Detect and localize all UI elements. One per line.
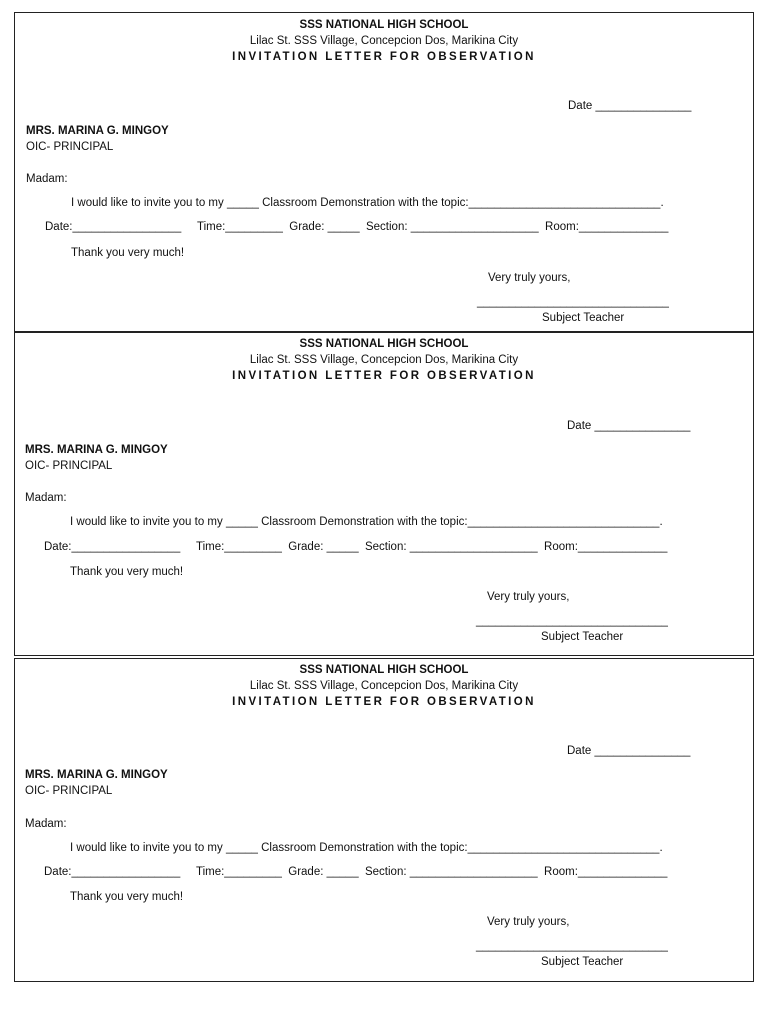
date-line: Date _______________ bbox=[568, 100, 692, 112]
thanks-line: Thank you very much! bbox=[71, 247, 185, 259]
signature-line: ______________________________ bbox=[477, 296, 669, 308]
recipient-title: OIC- PRINCIPAL bbox=[25, 785, 113, 797]
letter-title: INVITATION LETTER FOR OBSERVATION bbox=[232, 370, 536, 382]
invitation-letter-2 bbox=[14, 332, 754, 656]
signatory-label: Subject Teacher bbox=[542, 312, 625, 324]
school-name: SSS NATIONAL HIGH SCHOOL bbox=[299, 338, 469, 350]
salutation: Madam: bbox=[26, 173, 68, 185]
body-line: I would like to invite you to my _____ Classroom Demonstration with the topic:______________________________. bbox=[70, 842, 663, 854]
recipient-title: OIC- PRINCIPAL bbox=[25, 460, 113, 472]
closing-line: Very truly yours, bbox=[487, 916, 570, 928]
date-line: Date _______________ bbox=[567, 745, 691, 757]
school-address: Lilac St. SSS Village, Concepcion Dos, Marikina City bbox=[249, 354, 519, 366]
letter-title: INVITATION LETTER FOR OBSERVATION bbox=[232, 696, 536, 708]
signatory-label: Subject Teacher bbox=[541, 631, 624, 643]
invitation-letter-3 bbox=[14, 658, 754, 982]
invitation-letter-1 bbox=[14, 12, 754, 332]
closing-line: Very truly yours, bbox=[487, 591, 570, 603]
school-name: SSS NATIONAL HIGH SCHOOL bbox=[299, 19, 469, 31]
signature-line: ______________________________ bbox=[476, 940, 668, 952]
body-line: I would like to invite you to my _____ Classroom Demonstration with the topic:______________________________. bbox=[71, 197, 664, 209]
recipient-name: MRS. MARINA G. MINGOY bbox=[25, 444, 168, 456]
recipient-title: OIC- PRINCIPAL bbox=[26, 141, 114, 153]
signatory-label: Subject Teacher bbox=[541, 956, 624, 968]
letter-title: INVITATION LETTER FOR OBSERVATION bbox=[232, 51, 536, 63]
date-line: Date _______________ bbox=[567, 420, 691, 432]
school-address: Lilac St. SSS Village, Concepcion Dos, Marikina City bbox=[249, 35, 519, 47]
school-address: Lilac St. SSS Village, Concepcion Dos, Marikina City bbox=[249, 680, 519, 692]
salutation: Madam: bbox=[25, 492, 67, 504]
closing-line: Very truly yours, bbox=[488, 272, 571, 284]
thanks-line: Thank you very much! bbox=[70, 566, 184, 578]
fields-line: Date:_________________ Time:_________ Grade: _____ Section: ____________________ Room:______________ bbox=[45, 221, 669, 233]
signature-line: ______________________________ bbox=[476, 615, 668, 627]
fields-line: Date:_________________ Time:_________ Grade: _____ Section: ____________________ Room:______________ bbox=[44, 866, 668, 878]
school-name: SSS NATIONAL HIGH SCHOOL bbox=[299, 664, 469, 676]
body-line: I would like to invite you to my _____ Classroom Demonstration with the topic:______________________________. bbox=[70, 516, 663, 528]
recipient-name: MRS. MARINA G. MINGOY bbox=[25, 769, 168, 781]
thanks-line: Thank you very much! bbox=[70, 891, 184, 903]
salutation: Madam: bbox=[25, 818, 67, 830]
recipient-name: MRS. MARINA G. MINGOY bbox=[26, 125, 169, 137]
fields-line: Date:_________________ Time:_________ Grade: _____ Section: ____________________ Room:______________ bbox=[44, 541, 668, 553]
